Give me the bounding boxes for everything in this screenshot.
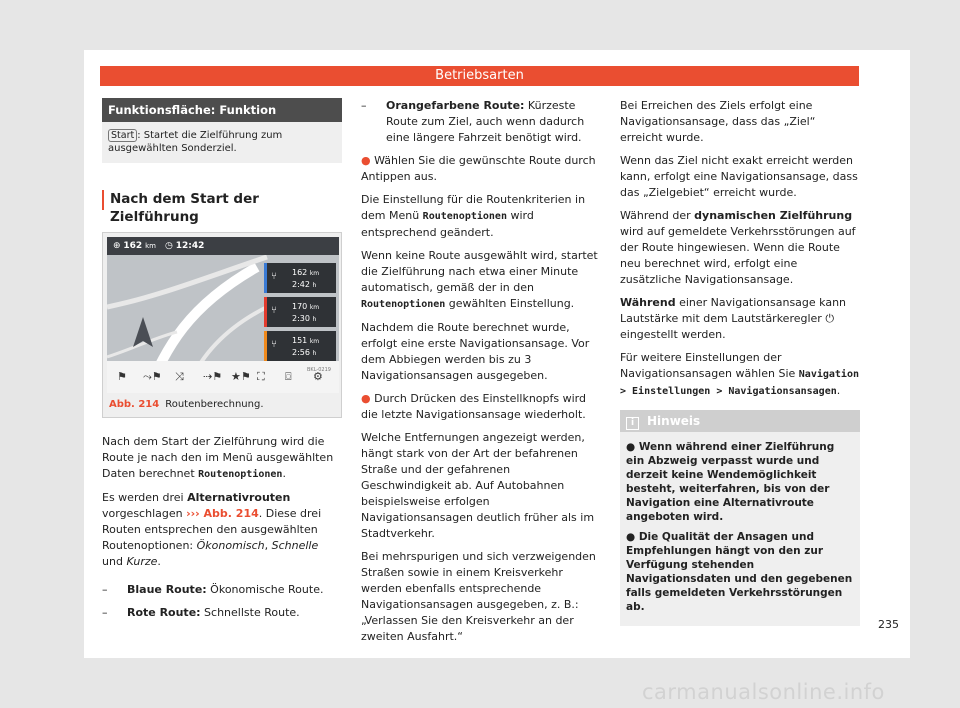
menu-name: Routenoptionen bbox=[361, 299, 446, 310]
nav-screen bbox=[107, 237, 339, 393]
list-item: – Rote Route: Schnellste Route. bbox=[102, 606, 300, 619]
paragraph: Es werden drei Alternativrouten vorgeschlagen ››› Abb. 214. Diese drei Routen entsprechen den ausgewählten Routenoptionen: Ökonomisch, Schnelle und Kurze. bbox=[102, 491, 322, 568]
function-table bbox=[102, 98, 342, 163]
route-icon: ⑂ bbox=[271, 271, 277, 282]
distance-readout: ⊕ 162 km bbox=[113, 241, 156, 251]
paragraph: Für weitere Einstellungen der Navigationsansagen wählen Sie Navigation > Einstellungen > Navigationsansagen. bbox=[620, 351, 859, 397]
route-color-bar bbox=[264, 263, 267, 293]
route-option-1[interactable]: ⑂ 162 km 2:42 h bbox=[264, 263, 336, 293]
function-description: : Startet die Zielführung zum ausgewählten Sonderziel. bbox=[108, 130, 283, 154]
paragraph: Die Einstellung für die Routenkriterien in dem Menü Routenoptionen wird entsprechend geändert. bbox=[361, 193, 586, 239]
hint-box bbox=[620, 410, 860, 626]
menu-name: Routenoptionen bbox=[198, 469, 283, 480]
detour-icon[interactable]: ⤨ bbox=[175, 370, 184, 383]
col1-text bbox=[102, 434, 342, 621]
figure-reference-link[interactable]: ››› Abb. 214 bbox=[186, 507, 259, 520]
route-icon: ⑂ bbox=[271, 339, 277, 350]
paragraph: ● Durch Drücken des Einstellknopfs wird die letzte Navigationsansage wiederholt. bbox=[361, 392, 586, 421]
paragraph: Bei mehrspurigen und sich verzweigenden Straßen sowie in einem Kreisverkehr werden ebenfalls entsprechende Navigationsansagen ausgegeben, z. B.: „Verlassen Sie den Kreisverkehr an der zweiten Ausfahrt.“ bbox=[361, 550, 596, 643]
paragraph: ● Wählen Sie die gewünschte Route durch Antippen aus. bbox=[361, 154, 596, 183]
function-table-header: Funktionsfläche: Funktion bbox=[102, 98, 342, 122]
section-title: Nach dem Start der Zielführung bbox=[102, 190, 342, 210]
paragraph: Während der dynamischen Zielführung wird auf gemeldete Verkehrsstörungen auf der Route hingewiesen. Wenn die Route neu berechnet wird, erfolgt eine zusätzliche Navigationsansage. bbox=[620, 209, 856, 286]
route-icon: ⑂ bbox=[271, 305, 277, 316]
hint-body bbox=[620, 432, 860, 626]
list-item: – Blaue Route: Ökonomische Route. bbox=[102, 583, 324, 596]
list-item: – Orangefarbene Route: Kürzeste Route zum Ziel, auch wenn dadurch eine längere Fahrzeit benötigt wird. bbox=[361, 99, 585, 144]
route-color-bar bbox=[264, 331, 267, 361]
route-option-3[interactable]: ⑂ 151 km 2:56 h bbox=[264, 331, 336, 361]
hint-item: ● Wenn während einer Zielführung ein Abzweig verpasst wurde und derzeit keine Wendemöglichkeit besteht, weiterfahren, bis von der Navigation eine Alternativroute angeboten wird. bbox=[626, 441, 835, 523]
power-knob-icon: ⏻ bbox=[825, 312, 835, 325]
paragraph: Während einer Navigationsansage kann Lautstärke mit dem Lautstärkeregler ⏻ eingestellt werden. bbox=[620, 296, 847, 341]
paragraph: Wenn das Ziel nicht exakt erreicht werden kann, erfolgt eine Navigationsansage, dass das „Zielgebiet“ erreicht wurde. bbox=[620, 154, 858, 199]
nav-top-bar bbox=[107, 237, 339, 255]
hint-header: i Hinweis bbox=[620, 410, 860, 432]
stopover-icon[interactable]: ⇢⚑ bbox=[203, 370, 223, 383]
paragraph: Wenn keine Route ausgewählt wird, startet die Zielführung nach etwa einer Minute automatisch, gemäß der in den Routenoptionen gewählten Einstellung. bbox=[361, 249, 598, 310]
figure-route-calculation bbox=[102, 232, 342, 418]
start-button[interactable]: Start bbox=[108, 129, 137, 142]
paragraph: Nachdem die Route berechnet wurde, erfolgt eine erste Navigationsansage. Vor dem Abbiegen werden bis zu 3 Navigationsansagen ausgegeben. bbox=[361, 321, 590, 382]
image-code: BKL-0219 bbox=[307, 367, 331, 373]
column-3 bbox=[620, 98, 860, 626]
map-icon[interactable]: ⛶ bbox=[257, 370, 265, 383]
flag-icon[interactable]: ⚑ bbox=[117, 370, 127, 383]
chapter-banner: Betriebsarten bbox=[100, 66, 859, 86]
column-1 bbox=[102, 98, 342, 628]
watermark: carmanualsonline.info bbox=[642, 680, 885, 704]
menu-name: Routenoptionen bbox=[422, 211, 507, 222]
settings-icon[interactable]: ⚙ bbox=[313, 370, 323, 383]
clock-readout: ◷ 12:42 bbox=[165, 241, 205, 251]
function-table-body bbox=[102, 122, 342, 163]
menu-path: Navigation > Einstellungen > Navigationsansagen bbox=[620, 369, 859, 397]
favorite-flag-icon[interactable]: ★⚑ bbox=[231, 370, 251, 383]
figure-caption: Abb. 214 Routenberechnung. bbox=[109, 399, 264, 410]
page-number: 235 bbox=[878, 618, 899, 631]
route-option-2[interactable]: ⑂ 170 km 2:30 h bbox=[264, 297, 336, 327]
camera-icon[interactable]: ⌼ bbox=[285, 370, 292, 383]
route-color-bar bbox=[264, 297, 267, 327]
paragraph: Nach dem Start der Zielführung wird die Route je nach den im Menü ausgewählten Daten berechnet Routenoptionen. bbox=[102, 435, 334, 480]
route-flag-icon[interactable]: ⤳⚑ bbox=[143, 370, 162, 383]
column-2 bbox=[361, 98, 601, 652]
info-icon: i bbox=[626, 417, 639, 430]
paragraph: Bei Erreichen des Ziels erfolgt eine Navigationsansage, dass das „Ziel“ erreicht wurde. bbox=[620, 99, 816, 144]
route-list bbox=[264, 263, 338, 363]
hint-item: ● Die Qualität der Ansagen und Empfehlungen hängt von den zur Verfügung stehenden Navigationsdaten und den gegebenen falls gemeldeten Verkehrsstörungen ab. bbox=[626, 531, 853, 613]
nav-bottom-bar bbox=[107, 361, 339, 393]
paragraph: Welche Entfernungen angezeigt werden, hängt stark von der Art der befahrenen Straße und der gefahrenen Geschwindigkeit ab. Auf Autobahnen beispielsweise erfolgen Navigationsansagen deutlich früher als im Stadtverkehr. bbox=[361, 431, 595, 540]
